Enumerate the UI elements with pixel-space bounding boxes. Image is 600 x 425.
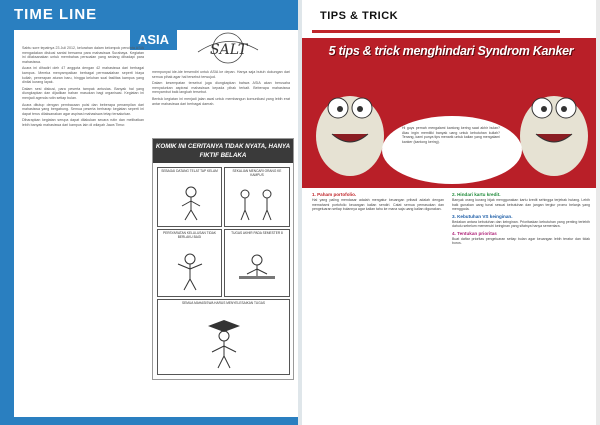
comic-panel-caption: SEKALIAN MENCARI ORANG KE KAMPUS	[232, 169, 282, 177]
point-2-text: Banyak orang kurang bijak menggunakan kartu kredit sehingga terjebak hutang. Lebih baik gunakan uang tunai sesuai kebutuhan dan jangan tergiur promo belanja yang menggoda.	[452, 198, 590, 211]
tips-title: TIPS & TRICK	[320, 10, 399, 22]
stick-figure-icon	[174, 252, 206, 292]
monster-illustration	[302, 38, 600, 188]
comic-panel-4	[224, 229, 290, 297]
article-paragraph: Acara ditutup dengan pembacaan puisi dan beberapa penampilan dari mahasiswa yang bergabung. Semua peserta berharap kegiatan seperti ini dapat terus dilaksanakan agar aspirasi mahasiswa tetap tersalurkan.	[22, 102, 144, 116]
intro-text	[402, 126, 500, 146]
comic-panel-5	[157, 299, 290, 375]
point-3-title: 3. Kebutuhan VS keinginan.	[452, 213, 513, 219]
timeline-header-bar	[0, 0, 298, 30]
comic-panel-caption: TUGAS AKHIR PADA SEMESTER 8	[231, 231, 283, 235]
intro-paragraph: Hi guys pernah mengalami kantong kering saat akhir bulan? Atau ingin memiliki banyak uang untuk kebutuhan kuliah? Tenang, kami punya tips menarik untuk kalian yang mengalami kanker (kantong kering).	[402, 126, 500, 144]
point-3-text: Bedakan antara kebutuhan dan keinginan. Prioritaskan kebutuhan yang penting terlebih dahulu sebelum memenuhi keinginan yang sifatnya hanya sementara.	[452, 219, 590, 228]
salt-logo-text: SALT	[210, 42, 248, 58]
right-page	[302, 0, 600, 425]
comic-panel-caption: PERSYARATAN KELULUSAN TIDAK BERLAKU BAGI	[162, 231, 217, 239]
article-paragraph: Dalam kesempatan tersebut juga diungkapkan bahwa ASIA akan berusaha menyalurkan aspirasi mahasiswa kepada pihak terkait. Beberapa mahasiswa menyambut baik langkah tersebut.	[152, 81, 290, 95]
left-footer-bar	[0, 417, 298, 425]
article-paragraph: Dalam sesi diskusi, para peserta tampak antusias. Banyak hal yang diungkapkan dan dijadikan bahan masukan bagi organisasi. Kegiatan ini menjadi agenda rutin setiap bulan.	[22, 86, 144, 100]
comic-panel-caption: SEMUA MAHASISWA HARUS MENYELESAIKAN TUGAS	[182, 301, 265, 305]
left-blue-strip	[0, 30, 14, 425]
stick-figures-icon	[235, 188, 279, 222]
page-edge	[596, 0, 600, 425]
left-page	[0, 0, 298, 425]
comic-header: KOMIK INI CERITANYA TIDAK NYATA, HANYA FIKTIF BELAKA	[153, 139, 293, 163]
comic-strip	[152, 138, 294, 380]
comic-panel-caption: SEBAGAI DATANG TELAT TAP KELAM	[161, 169, 218, 173]
stick-figure-icon	[176, 186, 206, 222]
banner	[302, 38, 600, 188]
asia-title: ASIA	[130, 30, 177, 50]
tips-column-2	[452, 192, 590, 248]
article-paragraph: Diharapkan kegiatan serupa dapat dilakukan secara rutin dan melibatkan lebih banyak mahasiswa dari kampus lain di wilayah Jawa Timur.	[22, 118, 144, 127]
tips-underline	[312, 30, 560, 33]
stick-figure-icon	[237, 252, 277, 292]
article-paragraph: Bentuk kegiatan ini menjadi jalan awal untuk membangun komunikasi yang lebih erat antar mahasiswa dari berbagai daerah.	[152, 96, 290, 106]
banner-title: 5 tips & trick menghindari Syndrom Kanker	[328, 44, 574, 58]
timeline-title: TIME LINE	[14, 6, 98, 23]
graduate-figure-icon	[196, 318, 252, 370]
salt-logo	[188, 30, 264, 66]
point-4-text: Buat daftar prioritas pengeluaran setiap bulan agar keuangan lebih teratur dan tidak boros.	[452, 236, 590, 245]
comic-panel-3	[157, 229, 222, 297]
article-column-1	[22, 46, 144, 130]
article-column-2	[152, 70, 290, 108]
point-4-title: 4. Tentukan prioritas	[452, 230, 497, 236]
comic-panel-1	[157, 167, 222, 227]
point-2-title: 2. Hindari kartu kredit.	[452, 192, 501, 197]
comic-panel-2	[224, 167, 290, 227]
point-1-text: Hal yang paling mendasar adalah mengatur keuangan pribadi adalah dengan memahami portofolio keuangan kalian sendiri. Catat semua pemasukan dan pengeluaran setiap bulannya agar kalian tahu ke mana saja uang kalian digunakan.	[312, 198, 444, 211]
tips-column-1	[312, 192, 444, 214]
article-paragraph: mempunyai ide-ide tersendiri untuk ASIA ke depan. Hanya saja butuh dukungan dari semua pihak agar hal tersebut terwujud.	[152, 70, 290, 79]
point-1-title: 1. Paham portofolio.	[312, 192, 357, 197]
article-paragraph: Acara ini dihadiri oleh 47 anggota dengan 42 mahasiswa dari berbagai kampus. Mereka menyampaikan berbagai permasalahan seperti biaya kuliah, penerapan aturan baru, hingga keluhan soal fasilitas kampus yang dinilai kurang layak.	[22, 66, 144, 85]
article-paragraph: Sabtu sore tepatnya 23 Juli 2012, kelurahan dalam kelompok pencinta ASIA mengadakan diskusi santai bersama para mahasiswa Surabaya. Kegiatan ini dilaksanakan untuk membahas persoalan yang sedang dihadapi para mahasiswa.	[22, 46, 144, 64]
